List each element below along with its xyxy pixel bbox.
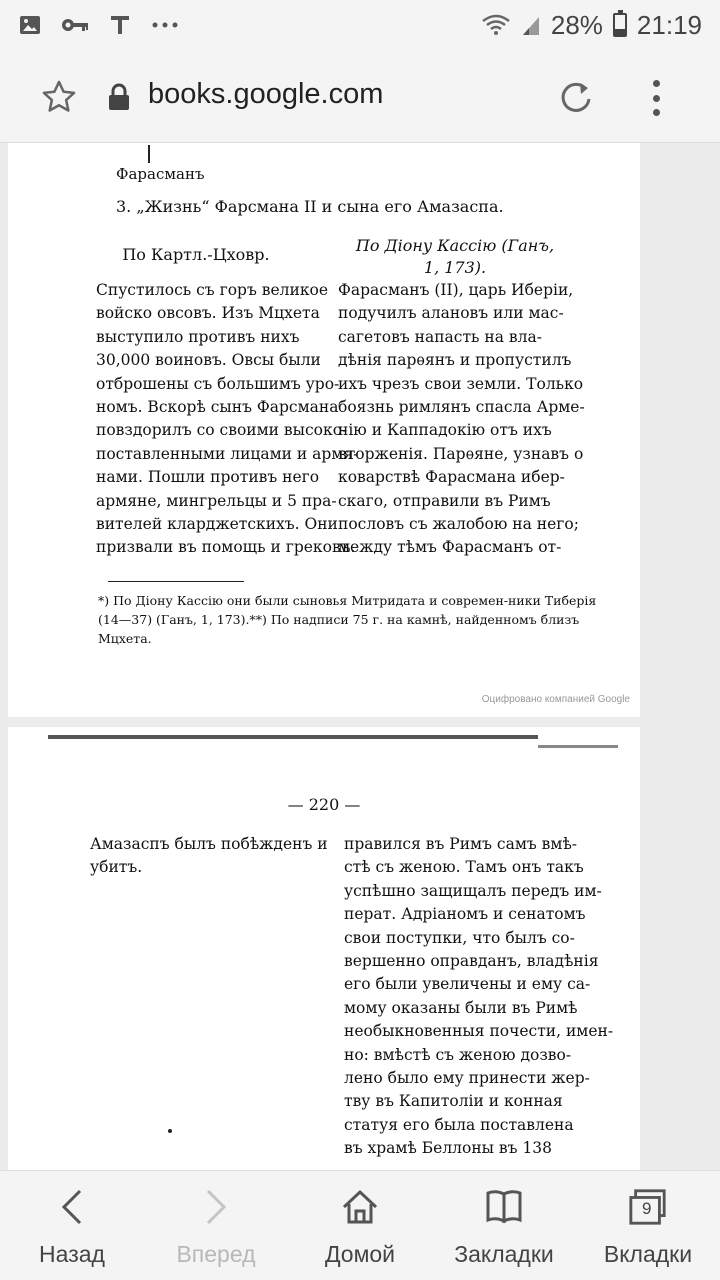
digitized-credit: Оцифровано компанией Google bbox=[481, 694, 630, 705]
text-line: армяне, мингрельцы и 5 пра- bbox=[96, 491, 337, 510]
text-line: лено было ему принести жер- bbox=[344, 1069, 590, 1088]
back-icon bbox=[58, 1187, 86, 1227]
text-line: въ храмѣ Беллоны въ 138 bbox=[344, 1139, 553, 1158]
text-line: вителей кларджетскихъ. Они bbox=[96, 515, 338, 534]
battery-level bbox=[615, 29, 625, 35]
scan-top-edge bbox=[48, 735, 538, 739]
text-line: Спустилось съ горъ великое bbox=[96, 281, 329, 299]
text-line: сагетовъ напасть на вла- bbox=[338, 327, 542, 346]
text-line: мому оказаны были въ Римѣ bbox=[344, 998, 578, 1017]
text-line: скаго, отправили въ Римъ bbox=[338, 491, 551, 510]
tabs-label: Вкладки bbox=[603, 1241, 693, 1267]
text-line: отброшены съ большимъ уро- bbox=[96, 374, 340, 393]
footnote-rule bbox=[108, 581, 244, 582]
text-line: *) По Діону Кассію они были сыновья Митридата и современ- bbox=[98, 593, 509, 608]
url-text[interactable]: books.google.com bbox=[148, 78, 384, 110]
tabs-button[interactable] bbox=[576, 1171, 720, 1280]
tabs-count: 9 bbox=[642, 1199, 652, 1218]
book-page-1 bbox=[8, 143, 640, 717]
battery-icon bbox=[613, 13, 627, 37]
text-line: 30,000 воиновъ. Овсы были bbox=[96, 351, 321, 370]
page1-right-column bbox=[338, 279, 585, 560]
text-line: коварствѣ Фарасмана ибер- bbox=[338, 468, 565, 487]
scan-top-edge-right bbox=[538, 745, 618, 748]
clock: 21:19 bbox=[636, 9, 702, 40]
text-line: свои поступки, что былъ со- bbox=[344, 928, 575, 947]
text-line: боязнь римлянъ спасла Арме- bbox=[338, 398, 585, 417]
right-heading-line1: По Діону Кассію (Ганъ, bbox=[355, 236, 555, 255]
address-bar bbox=[0, 50, 720, 143]
text-line: Фарасманъ (II), царь Иберіи, bbox=[338, 281, 574, 299]
back-button[interactable] bbox=[0, 1171, 144, 1280]
home-icon bbox=[340, 1187, 380, 1227]
text-line: номъ. Вскорѣ сынъ Фарсмана bbox=[96, 398, 339, 417]
lock-icon bbox=[108, 83, 130, 111]
wifi-icon bbox=[481, 13, 511, 37]
text-icon bbox=[108, 13, 132, 37]
home-label: Домой bbox=[324, 1241, 396, 1267]
book-page-2 bbox=[8, 727, 640, 1172]
left-column-heading: По Картл.-Цховр. bbox=[122, 245, 270, 264]
text-line: нами. Пошли противъ него bbox=[96, 468, 320, 487]
text-line: успѣшно защищалъ передъ им- bbox=[344, 881, 602, 900]
text-line: тву въ Капитоліи и конная bbox=[344, 1092, 563, 1111]
status-bar bbox=[0, 0, 720, 50]
page-number: — 220 — bbox=[287, 795, 361, 814]
bookmarks-button[interactable] bbox=[432, 1171, 576, 1280]
text-line: нію и Каппадокію отъ ихъ bbox=[338, 421, 552, 440]
text-line: между тѣмъ Фарасманъ от- bbox=[338, 538, 562, 557]
overflow-menu-icon[interactable] bbox=[648, 80, 664, 116]
bookmarks-label: Закладки bbox=[454, 1241, 554, 1267]
text-line: вторженія. Парѳяне, узнавъ о bbox=[338, 444, 584, 463]
forward-icon bbox=[202, 1187, 230, 1227]
text-line: поставленными лицами и армя- bbox=[96, 444, 359, 463]
page1-left-column bbox=[96, 279, 359, 560]
text-line: войско овсовъ. Изъ Мцхета bbox=[96, 304, 320, 323]
right-column-heading bbox=[338, 235, 572, 279]
text-line: статуя его была поставлена bbox=[344, 1115, 574, 1134]
forward-button[interactable] bbox=[144, 1171, 288, 1280]
text-line: вершенно оправданъ, владѣнія bbox=[344, 952, 599, 971]
key-icon bbox=[60, 13, 90, 37]
text-line: выступило противъ нихъ bbox=[96, 327, 300, 346]
back-label: Назад bbox=[39, 1241, 105, 1267]
text-line: но: вмѣстѣ съ женою дозво- bbox=[344, 1045, 572, 1064]
forward-label: Вперед bbox=[176, 1241, 256, 1267]
bottom-navigation bbox=[0, 1170, 720, 1280]
star-icon[interactable] bbox=[40, 78, 78, 116]
scan-mark bbox=[148, 145, 150, 163]
text-line: призвали въ помощь и грековъ. bbox=[96, 538, 356, 557]
bookmarks-icon bbox=[484, 1187, 524, 1227]
text-line: ихъ чрезъ свои земли. Только bbox=[338, 374, 584, 393]
page2-left-column bbox=[90, 833, 328, 880]
footnotes bbox=[98, 591, 598, 648]
text-line: стѣ съ женою. Тамъ онъ такъ bbox=[344, 858, 584, 877]
reload-icon[interactable] bbox=[556, 77, 596, 117]
right-heading-line2: 1, 173). bbox=[423, 258, 487, 277]
text-line: правился въ Римъ самъ вмѣ- bbox=[344, 835, 578, 853]
text-line: необыкновенныя почести, имен- bbox=[344, 1022, 614, 1041]
text-line: убитъ. bbox=[90, 858, 143, 877]
text-line: дѣнія парѳянъ и пропустилъ bbox=[338, 351, 572, 370]
text-line: Амазаспъ былъ побѣжденъ и bbox=[90, 835, 328, 853]
page2-right-column bbox=[344, 833, 614, 1161]
battery-percent: 28% bbox=[550, 9, 603, 40]
image-icon bbox=[18, 13, 42, 37]
text-line: **) По надписи 75 г. на камнѣ, найденномъ близъ Мцхета. bbox=[98, 612, 580, 646]
home-button[interactable] bbox=[288, 1171, 432, 1280]
section-title: 3. „Жизнь“ Фарсмана II и сына его Амазаспа. bbox=[116, 197, 504, 216]
text-line: повздорилъ со своими высоко- bbox=[96, 421, 348, 440]
scan-speck bbox=[168, 1129, 172, 1133]
text-line: перат. Адріаномъ и сенатомъ bbox=[344, 905, 586, 924]
text-line: ники Тиберія (14—37) (Ганъ, 1, 173). bbox=[98, 593, 597, 627]
more-dots-icon bbox=[150, 13, 180, 37]
page1-top-name: Фарасманъ bbox=[116, 165, 205, 183]
text-line: пословъ съ жалобою на него; bbox=[338, 515, 579, 534]
signal-icon bbox=[521, 13, 541, 37]
text-line: его были увеличены и ему са- bbox=[344, 975, 591, 994]
text-line: подучилъ алановъ или мас- bbox=[338, 304, 564, 323]
